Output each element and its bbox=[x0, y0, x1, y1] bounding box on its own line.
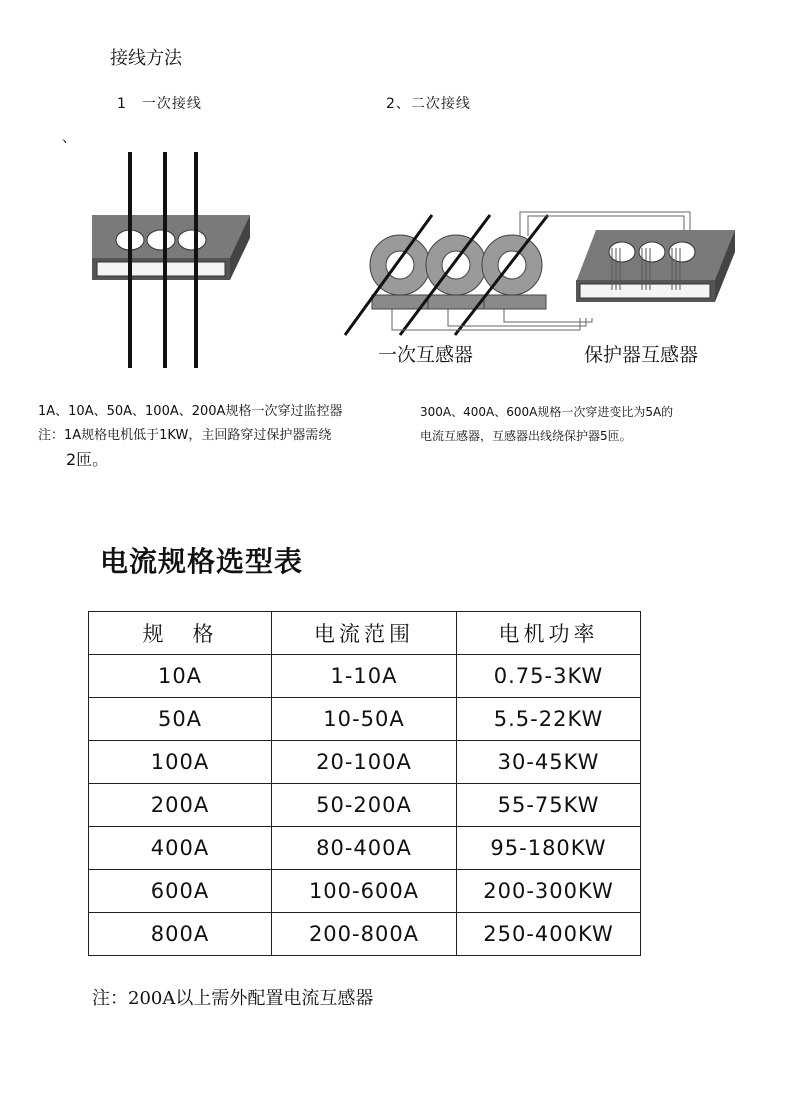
wiring-diagram bbox=[0, 125, 800, 375]
header-current-range: 电流范围 bbox=[272, 612, 457, 655]
cell-spec: 100A bbox=[89, 741, 272, 784]
table-row bbox=[89, 827, 641, 870]
cell-current-range: 10-50A bbox=[272, 698, 457, 741]
note-line: 2匝。 bbox=[66, 450, 109, 469]
table-row bbox=[89, 870, 641, 913]
cell-spec: 200A bbox=[89, 784, 272, 827]
secondary-wiring-note bbox=[420, 400, 673, 448]
note-line: 1A、10A、50A、100A、200A规格一次穿过监控器 bbox=[38, 404, 343, 419]
primary-wiring-illustration bbox=[62, 130, 250, 368]
cell-current-range: 100-600A bbox=[272, 870, 457, 913]
cell-spec: 10A bbox=[89, 655, 272, 698]
note-line: 300A、400A、600A规格一次穿进变比为5A的 bbox=[420, 405, 674, 419]
table-header-row bbox=[89, 612, 641, 655]
current-spec-table bbox=[88, 611, 641, 956]
cell-current-range: 80-400A bbox=[272, 827, 457, 870]
cell-spec: 50A bbox=[89, 698, 272, 741]
table-row bbox=[89, 655, 641, 698]
header-spec: 规 格 bbox=[89, 612, 272, 655]
note-line: 电流互感器，互感器出线绕保护器5匝。 bbox=[420, 429, 632, 443]
cell-motor-power: 0.75-3KW bbox=[457, 655, 641, 698]
table-row bbox=[89, 741, 641, 784]
svg-text:、: 、 bbox=[62, 130, 76, 146]
cell-motor-power: 55-75KW bbox=[457, 784, 641, 827]
section-title: 接线方法 bbox=[110, 48, 182, 69]
cell-current-range: 1-10A bbox=[272, 655, 457, 698]
method-2-heading: 2、二次接线 bbox=[386, 96, 471, 112]
method-1-heading: 1 一次接线 bbox=[117, 96, 202, 112]
table-row bbox=[89, 698, 641, 741]
cell-spec: 800A bbox=[89, 913, 272, 956]
cell-current-range: 200-800A bbox=[272, 913, 457, 956]
table-title: 电流规格选型表 bbox=[100, 545, 304, 578]
cell-motor-power: 30-45KW bbox=[457, 741, 641, 784]
cell-spec: 600A bbox=[89, 870, 272, 913]
table-row bbox=[89, 913, 641, 956]
cell-motor-power: 200-300KW bbox=[457, 870, 641, 913]
cell-motor-power: 5.5-22KW bbox=[457, 698, 641, 741]
cell-spec: 400A bbox=[89, 827, 272, 870]
cell-current-range: 20-100A bbox=[272, 741, 457, 784]
protector-ct-label: 保护器互感器 bbox=[584, 344, 699, 366]
note-line: 注：1A规格电机低于1KW，主回路穿过保护器需绕 bbox=[38, 428, 332, 443]
cell-motor-power: 95-180KW bbox=[457, 827, 641, 870]
table-row bbox=[89, 784, 641, 827]
header-motor-power: 电机功率 bbox=[457, 612, 641, 655]
protector-ct-illustration bbox=[576, 230, 735, 302]
primary-ct-label: 一次互感器 bbox=[378, 344, 474, 366]
primary-wiring-note bbox=[38, 400, 342, 472]
cell-current-range: 50-200A bbox=[272, 784, 457, 827]
footnote: 注：200A以上需外配置电流互感器 bbox=[92, 988, 374, 1009]
cell-motor-power: 250-400KW bbox=[457, 913, 641, 956]
